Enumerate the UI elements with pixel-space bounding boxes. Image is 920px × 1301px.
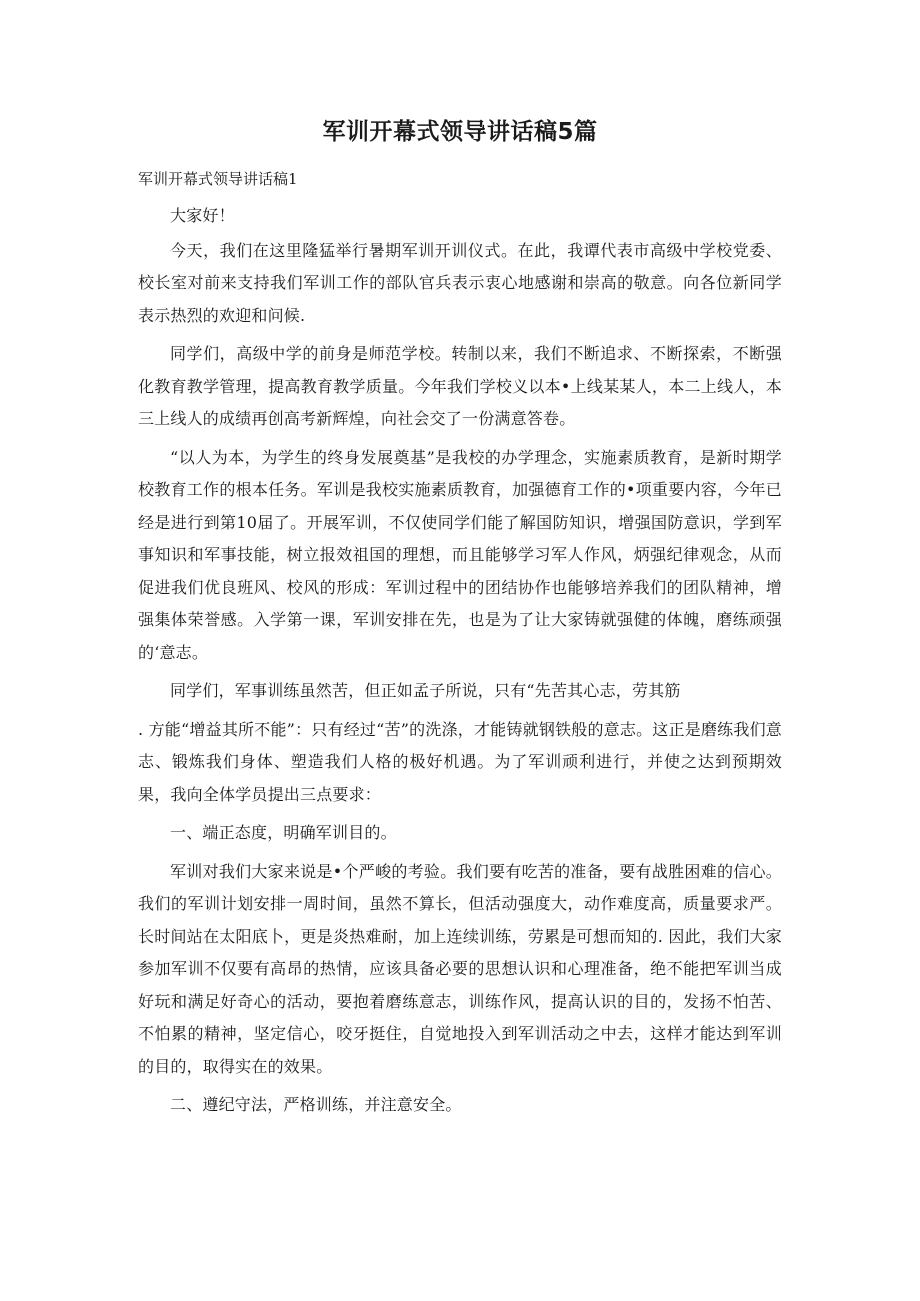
paragraph-opening: 今天，我们在这里隆猛举行暑期军训开训仪式。在此，我谭代表市高级中学校党委、校长室对前来支持我们军训工作的部队官兵表示衷心地感谢和崇高的敬意。向各位新同学表示热烈的欢迎和问候. <box>138 240 782 325</box>
heading-requirement-1: 一、端正态度，明确军训目的。 <box>170 823 397 842</box>
paragraph-greeting: 大家好！ <box>170 206 235 225</box>
paragraph-requirements-intro: . 方能“增益其所不能”：只有经过“苦”的洗涤，才能铸就钢铁般的意志。这正是磨练我们意志、锻炼我们身体、塑造我们人格的极好机遇。为了军训顽利进行，并使之达到预期效果，我向全体学员提出三点要求： <box>138 719 782 804</box>
document-title: 军训开幕式领导讲话稿5篇 <box>322 119 598 145</box>
document-subtitle: 军训开幕式领导讲话稿1 <box>138 170 298 188</box>
heading-requirement-2: 二、遵纪守法，严格训练，并注意安全。 <box>170 1095 462 1114</box>
paragraph-requirement-1: 军训对我们大家来说是•个严峻的考验。我们要有吃苦的准备，要有战胜困难的信心。我们的军训计划安排一周时间，虽然不算长，但活动强度大，动作难度高，质量要求严。长时间站在太阳底卜，更是炎热难耐，加上连续训练，劳累是可想而知的. 因此，我们大家参加军训不仅要有高昂的热情，应该具备必要的思想认识和心理准备，绝不能把军训当成好玩和满足好奇心的活动，要抱着磨练意志，训练作风，提高认识的目的，发扬不怕苦、不怕累的精神，坚定信心，咬牙挺住，自觉地投入到军训活动之中去，这样才能达到军训的目的，取得实在的效果。 <box>138 861 782 1076</box>
document-body <box>138 200 782 1128</box>
paragraph-mencius-quote: 同学们，军事训练虽然苦，但正如孟子所说，只有“先苦其心志，劳其筋 <box>170 681 681 700</box>
paragraph-philosophy: “以人为本，为学生的终身发展奠基”是我校的办学理念，实施素质教育，是新时期学校教育工作的根本任务。军训是我校实施素质教育，加强德育工作的•项重要内容，今年已经是进行到第10届了。开展军训，不仅使同学们能了解国防知识，增强国防意识，学到军事知识和军事技能，树立报效祖国的理想，而且能够学习军人作风，炳强纪律观念，从而促进我们优良班风、校风的形成：军训过程中的团结协作也能够培养我们的团队精神，增强集体荣誉感。入学第一课，军训安排在先，也是为了让大家铸就强健的体魄，磨练顽强的‘意志。 <box>138 447 782 662</box>
paragraph-school-history: 同学们，高级中学的前身是师范学校。转制以来，我们不断追求、不断探索，不断强化教育教学管理，提高教育教学质量。今年我们学校义以本•上线某某人，本二上线人，本三上线人的成绩再创高考新辉煌，向社会交了一份满意答卷。 <box>138 344 782 428</box>
